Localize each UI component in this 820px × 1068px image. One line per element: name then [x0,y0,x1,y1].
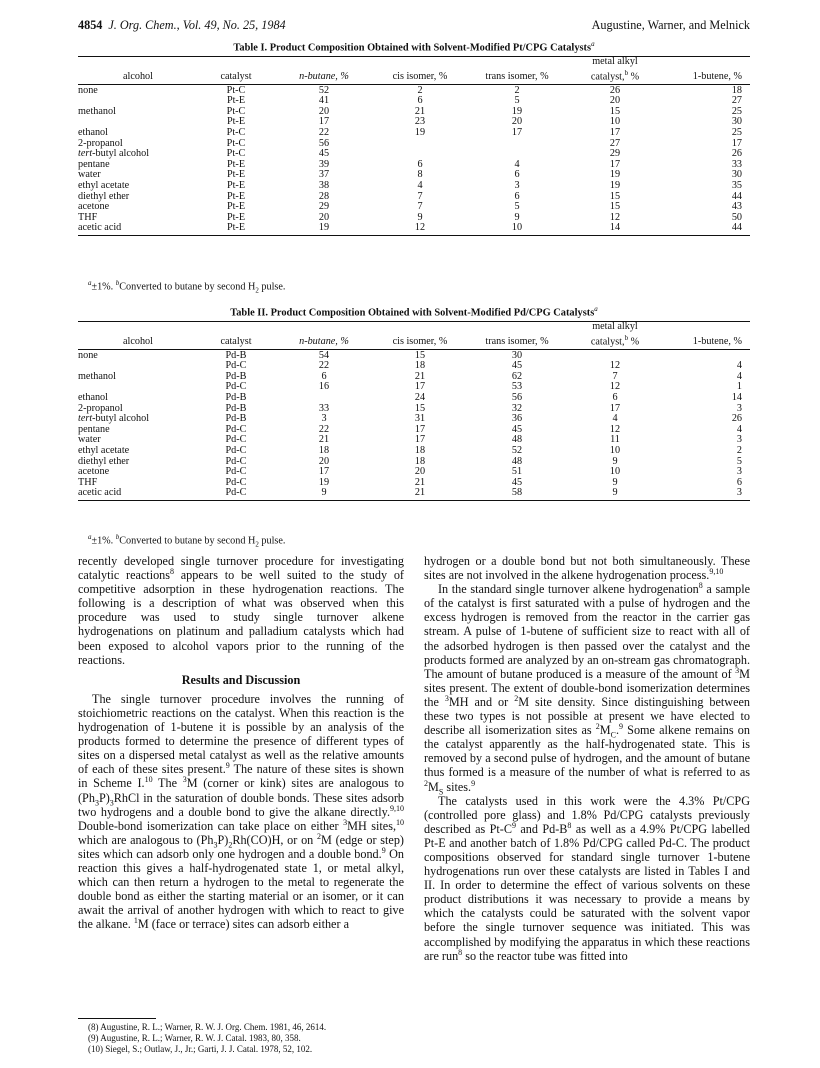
table-cell: 4 [736,423,742,435]
table-cell: 6 [321,370,327,382]
table-cell: 14 [731,391,742,403]
table-row [78,457,750,468]
table-cell: Pd-B [225,391,247,403]
table-cell: 20 [414,466,426,478]
table-cell: 6 [514,190,520,202]
table-row [78,192,750,203]
table-cell: 17 [731,137,742,149]
table2-footnote: $^a$±1%. $^b$Converted to butane by second $H_2$ pulse. [88,533,286,549]
table-cell: 18 [731,84,742,96]
table-cell: 9 [612,455,618,467]
table-cell: 45 [318,148,330,160]
table-row [78,117,750,128]
table-cell: 30 [511,349,523,361]
table-cell: Pt-E [226,116,246,128]
table-cell: 19 [511,105,523,117]
table-cell: 19 [414,126,426,138]
table-cell: 10 [609,444,621,456]
table-cell: 6 [417,158,423,170]
table-cell: 10 [609,116,621,128]
table-cell: 18 [318,444,330,456]
table-cell: 20 [609,95,621,107]
results-paragraph: The single turnover procedure involves the running of stoichiometric reactions on the catalyst. When this reaction is the hydrogenation of 1-butene it is possible by an analysis of the products formed to determine the presence of different types of sites on a dispersed metal catalyst as well as the relative amounts of each of these sites present.$^9$ The nature of these sites is shown in Scheme I.$^{10}$ The $^3$M (corner or kink) sites are analogous to $(Ph_3P)_3RhCl$ in the saturation of double bonds. These sites adsorb two hydrogens and a double bond to give the alkane directly.$^{9,10}$ Double-bond isomerization can take place on either $^3$MH sites,$^{10}$ which are analogous to $(Ph_3P)_2Rh(CO)H$, or on $^2$M (edge or step) sites which can adsorb only one hydrogen and a double bond.$^9$ On reaction this gives a half-hydrogenated state 1, or metal alkyl, which can then return a hydrogen to the metal to regenerate the double bond as either the starting material or an isomer, or it can await the arrival of another hydrogen with which to react to give the alkane. $^1$M (face or terrace) sites can adsorb either a [78,691,405,932]
table-row [78,170,750,181]
table-row [78,446,750,457]
table-cell: 22 [318,360,330,372]
table-cell: 6 [417,95,423,107]
table1 [78,56,750,236]
table-cell: 21 [414,105,426,117]
table-row [78,160,750,171]
table-cell: Pd-C [225,360,247,372]
table-row [78,84,750,96]
table-cell: 16 [318,381,330,393]
table-cell: 2 [514,84,520,96]
table-row [78,139,750,150]
col-trans: trans isomer, % [466,57,568,85]
table-row [78,361,750,372]
table-cell: ethyl acetate [78,179,130,191]
col-alcohol: alcohol [78,322,198,350]
table-cell: 9 [514,211,520,223]
table-cell: acetic acid [78,223,198,235]
table-cell: 3 [736,434,742,446]
table-cell: 11 [610,434,620,446]
table-cell: 29 [609,148,621,160]
table-cell: THF [78,476,98,488]
table-row [78,488,750,500]
table-cell: 17 [414,434,426,446]
right-column [424,554,750,963]
table-cell: none [78,84,98,96]
table-cell: 27 [609,137,621,149]
table-cell: 26 [731,413,742,425]
table-cell: 44 [731,190,742,202]
col-n-butane: n-butane, % [274,322,374,350]
table-cell: 45 [511,360,523,372]
table-cell: Pd-B [225,370,247,382]
table-cell: Pt-E [226,158,246,170]
col-trans: trans isomer, % [466,322,568,350]
table-cell: 24 [414,391,426,403]
references-rule [78,1018,156,1019]
table1-header-row [78,57,750,85]
table-cell: 33 [318,402,330,414]
table-cell: none [78,349,98,361]
table-row [78,425,750,436]
table-row [78,435,750,446]
table1-footnote: $^a$±1%. $^b$Converted to butane by second $H_2$ pulse. [88,279,286,295]
table-cell: acetone [78,466,110,478]
table-cell: 48 [511,434,523,446]
table-cell: acetic acid [78,488,198,500]
table-row [78,223,750,235]
table-row [78,202,750,213]
table-cell: 12 [609,360,621,372]
table-cell: Pd-C [225,434,247,446]
table-cell: 48 [511,455,523,467]
col-catalyst: catalyst [198,57,274,85]
journal-citation: J. Org. Chem., Vol. 49, No. 25, 1984 [108,18,286,32]
table2 [78,321,750,501]
table-cell: 3 [321,413,327,425]
table-cell: Pd-B [225,413,247,425]
table-cell: diethyl ether [78,455,130,467]
table-cell: 21 [414,370,426,382]
table-cell: 20 [511,116,523,128]
table-cell: Pt-E [226,201,246,213]
intro-paragraph: recently developed single turnover procedure for investigating catalytic reactions$^8$ appears to be well suited to the study of competitive adsorption in these hydrogenation reactions. The following is a description of what was observed when this procedure was used to study single turnover alkene hydrogenations on platinum and palladium catalysts which had been exposed to alcohol vapors prior to the running of the reactions. [78,554,404,667]
table-cell: Pt-E [226,179,246,191]
table-cell: Pd-C [198,488,274,500]
table-cell: 18 [414,444,426,456]
table-cell: 19 [609,169,621,181]
table-row [78,372,750,383]
table-cell: 36 [511,413,523,425]
table-cell: 30 [731,116,742,128]
table-cell: Pd-C [225,466,247,478]
table-cell [374,139,466,150]
table-cell: 26 [731,148,742,160]
table-cell: 7 [417,201,423,213]
table-cell: 22 [318,126,330,138]
continued-paragraph: hydrogen or a double bond but not both simultaneously. These sites are not involved in the alkene hydrogenation process.$^{9,10}$ [424,554,750,583]
table-cell: 8 [417,169,423,181]
table-cell: tert-butyl alcohol [78,148,150,160]
table-cell [466,139,568,150]
table-cell: 20 [318,105,330,117]
table-cell: Pd-C [225,381,247,393]
table-row [78,96,750,107]
table-row [78,382,750,393]
table-cell: 2-propanol [78,137,123,149]
table-cell: 6 [612,391,618,403]
table-cell: 21 [414,476,426,488]
table-cell: 56 [318,137,330,149]
table-cell: 17 [609,158,621,170]
table-cell: Pd-B [225,349,247,361]
table-cell: 4 [612,413,618,425]
table-cell: 27 [731,95,742,107]
col-catalyst: catalyst [198,322,274,350]
table-cell: Pd-C [225,476,247,488]
table-cell: 3 [514,179,520,191]
table-row [78,349,750,361]
table-cell: Pt-E [226,190,246,202]
table-cell: 44 [662,223,750,235]
table-cell: Pd-C [225,444,247,456]
table-cell: 4 [736,370,742,382]
col-n-butane: n-butane, % [274,57,374,85]
table-cell: Pt-E [226,95,246,107]
table-cell: 19 [274,223,374,235]
table-cell: 3 [736,402,742,414]
header-authors: Augustine, Warner, and Melnick [591,18,750,32]
header-left [78,18,286,33]
table-row [78,414,750,425]
table-cell: tert-butyl alcohol [78,413,150,425]
table-cell: 23 [414,116,426,128]
table-cell: ethanol [78,126,108,138]
table-cell: 2 [736,444,742,456]
table-cell: Pt-C [226,137,246,149]
table-cell: 21 [318,434,330,446]
table-cell: 2 [417,84,423,96]
table-cell: 51 [511,466,523,478]
table-row [78,213,750,224]
table-cell: Pd-B [225,402,247,414]
table-cell: 5 [514,201,520,213]
col-cis: cis isomer, % [374,322,466,350]
table-cell [274,393,374,404]
table-cell: 45 [511,423,523,435]
table-cell: 45 [511,476,523,488]
table-cell: 19 [318,476,330,488]
table-cell: 4 [736,360,742,372]
table-cell: 1 [736,381,742,393]
table-cell: 54 [318,349,330,361]
table-cell: Pd-C [225,423,247,435]
table-cell: Pt-C [226,126,246,138]
table-cell: 52 [318,84,330,96]
table-cell: Pt-E [226,211,246,223]
table2-header-row [78,322,750,350]
table-cell: 7 [417,190,423,202]
table-cell: 3 [662,488,750,500]
table-cell: 15 [414,349,426,361]
table-cell: water [78,434,101,446]
table1-caption: Table I. Product Composition Obtained with Solvent-Modified Pt/CPG Catalysts$^a$ [233,40,595,54]
table-cell: 3 [736,466,742,478]
table-cell: 18 [414,455,426,467]
table-cell: 12 [374,223,466,235]
table2-caption: Table II. Product Composition Obtained with Solvent-Modified Pd/CPG Catalysts$^a$ [230,305,598,319]
table-cell: methanol [78,105,116,117]
table-cell: water [78,169,101,181]
section-heading: Results and Discussion [181,672,301,687]
table-cell: 41 [318,95,330,107]
table-cell: 38 [318,179,330,191]
table-cell: 53 [511,381,523,393]
table-cell: 6 [736,476,742,488]
table-cell: 37 [318,169,330,181]
table-cell: 15 [414,402,426,414]
table-cell: 21 [374,488,466,500]
table-cell: 50 [731,211,742,223]
table-cell: 5 [514,95,520,107]
col-cis: cis isomer, % [374,57,466,85]
table-cell: 17 [318,466,330,478]
table-cell: 14 [568,223,662,235]
table-cell: Pt-C [226,148,246,160]
table-cell: 12 [609,381,621,393]
col-metal-alkyl: metal alkyl catalyst,$^b$ % [568,57,662,85]
table-cell: 4 [514,158,520,170]
table-cell: diethyl ether [78,190,130,202]
table-cell: 17 [609,126,621,138]
table-cell: methanol [78,370,116,382]
table-cell: 33 [731,158,742,170]
table-cell: acetone [78,201,110,213]
table-cell: 4 [417,179,423,191]
table-cell: 12 [609,211,621,223]
table-cell: 26 [609,84,621,96]
table-cell: 18 [414,360,426,372]
procedure-paragraph: In the standard single turnover alkene hydrogenation$^8$ a sample of the catalyst is first saturated with a pulse of hydrogen and the excess hydrogen is removed from the reactor in the carrier gas stream. A pulse of 1-butene of sufficient size to react with all of the adsorbed hydrogen is then passed over the catalyst and the products formed are analyzed by an on-stream gas chromatograph. The amount of butane produced is a measure of the amount of $^3$M sites present. The extent of double-bond isomerization determines the $^3$MH and or $^2$M site density. Since distinguishing between these two types is not possible at present we have elected to describe all isomerization sites as $^2M_C.^9$ Some alkene remains on the catalyst apparently as the half-hydrogenated state. This is removed by a second pulse of hydrogen, and the amount of butane thus formed is a measure of the number of what is referred to as $^2M_S$ sites.$^9$ [424,581,751,796]
table-cell: 52 [511,444,523,456]
table-cell: 35 [731,179,742,191]
table-cell: Pt-C [226,105,246,117]
catalysts-paragraph: The catalysts used in this work were the 4.3% Pt/CPG (controlled pore glass) and 1.8% Pd/CPG catalysts previously described as $Pt-C^9$ and $Pd-B^8$ as well as a 4.9% Pt/CPG labelled Pt-E and another batch of 1.8% Pd/CPG called Pd-C. The product compositions observed for standard single turnover 1-butene hydrogenations run over these catalysts are listed in Tables I and II. In order to determine the effect of various solvents on these product distributions it was necessary to provide a means by which the catalysts could be saturated with the solvent vapor before the single turnover sequence was initiated. This was accomplished by modifying the apparatus in which these reactions are run$^8$ so the reactor tube was fitted into [424,793,751,963]
reference-9: (9) Augustine, R. L.; Warner, R. W. J. Catal. 1983, 80, 358. [88,1033,301,1043]
table-cell: 25 [731,126,742,138]
table-cell: 15 [609,190,621,202]
col-1-butene: 1-butene, % [662,322,750,350]
table-cell: pentane [78,423,110,435]
table-cell: 43 [731,201,742,213]
table-cell: ethanol [78,391,108,403]
table-cell: 28 [318,190,330,202]
table-row [78,128,750,139]
reference-8: (8) Augustine, R. L.; Warner, R. W. J. Org. Chem. 1981, 46, 2614. [88,1022,327,1032]
table-cell: 9 [417,211,423,223]
table-row [78,181,750,192]
table-row [78,149,750,160]
table-cell: 20 [318,211,330,223]
running-header [78,18,750,34]
table-cell: 17 [511,126,523,138]
table-cell: 20 [318,455,330,467]
table-cell: 56 [511,391,523,403]
page-number: 4854 [78,18,103,32]
table-cell: 29 [318,201,330,213]
col-1-butene: 1-butene, % [662,57,750,85]
table-cell: 32 [511,402,523,414]
table-cell: 22 [318,423,330,435]
table-cell: ethyl acetate [78,444,130,456]
table-cell: 15 [609,105,621,117]
table-row [78,393,750,404]
table-cell: pentane [78,158,110,170]
table-cell: 15 [609,201,621,213]
table-row [78,478,750,489]
table-cell: 12 [609,423,621,435]
table-cell: 10 [466,223,568,235]
table-cell: 30 [731,169,742,181]
table-cell: 10 [609,466,621,478]
table-cell: 9 [274,488,374,500]
table-cell: Pt-E [226,169,246,181]
table-row [78,404,750,415]
left-column [78,554,404,931]
reference-10: (10) Siegel, S.; Outlaw, J., Jr.; Garti, J. J. Catal. 1978, 52, 102. [88,1044,313,1054]
table-cell: 9 [612,476,618,488]
table-cell: 58 [466,488,568,500]
table-cell: 7 [612,370,618,382]
references [88,1022,408,1055]
table-cell: THF [78,211,98,223]
table-cell: Pt-C [226,84,246,96]
table-cell: 25 [731,105,742,117]
table-cell: 9 [568,488,662,500]
table-cell: 17 [318,116,330,128]
table-cell: 17 [609,402,621,414]
table-row [78,467,750,478]
table-cell: 2-propanol [78,402,123,414]
table-cell: 17 [414,381,426,393]
table-row [78,107,750,118]
col-alcohol: alcohol [78,57,198,85]
table-cell: 19 [609,179,621,191]
col-metal-alkyl: metal alkyl catalyst,$^b$ % [568,322,662,350]
table-cell: Pd-C [225,455,247,467]
table-cell: 6 [514,169,520,181]
table-cell: Pt-E [198,223,274,235]
table-cell: 62 [511,370,523,382]
table-cell: 17 [414,423,426,435]
table-cell: 5 [736,455,742,467]
table-cell: 39 [318,158,330,170]
table-cell: 31 [414,413,426,425]
